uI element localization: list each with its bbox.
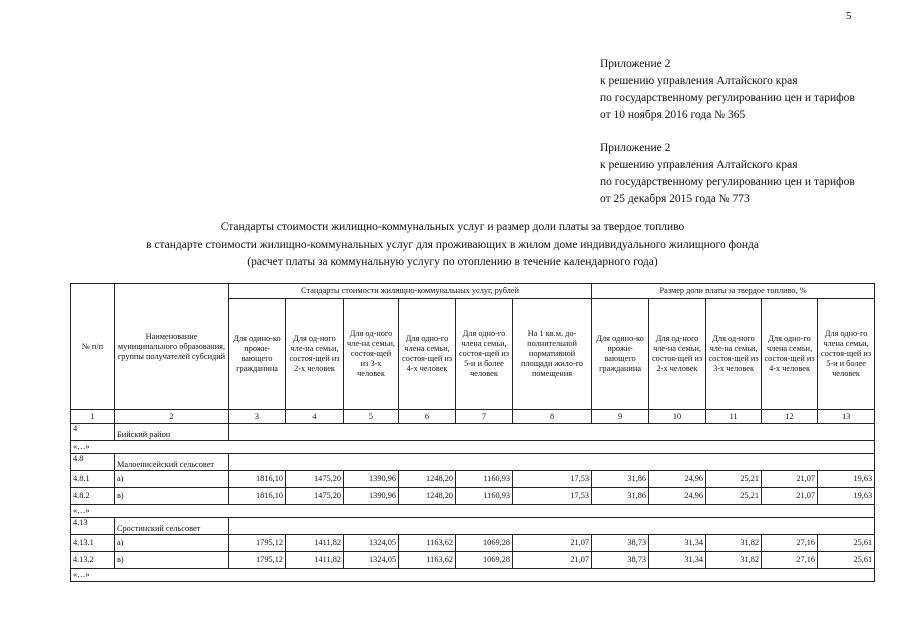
- cell-value: 38,73: [592, 552, 649, 569]
- column-number: 6: [399, 410, 456, 424]
- appendix-line: по государственному регулированию цен и тарифов: [600, 176, 855, 188]
- header-number: № п/п: [71, 284, 115, 410]
- row-label: в): [115, 488, 229, 505]
- region-row: [71, 424, 875, 441]
- row-number: 4.8: [71, 454, 115, 471]
- appendix-previous: [600, 140, 855, 208]
- row-number: 4.13.2: [71, 552, 115, 569]
- header-group-standards: Стандарты стоимости жилищно-коммунальных услуг, рублей: [229, 284, 592, 299]
- ellipsis: «…»: [71, 441, 875, 454]
- column-number: 4: [286, 410, 344, 424]
- ellipsis-row: [71, 505, 875, 518]
- appendix-line: к решению управления Алтайского края: [600, 159, 798, 171]
- cell-value: 31,34: [649, 552, 706, 569]
- cell-value: 19,63: [818, 488, 875, 505]
- page-number: 5: [846, 10, 852, 22]
- cell-value: 1390,96: [344, 471, 399, 488]
- column-header: Для одно-го члена семьи, состоя-щей из 4-х человек: [399, 299, 456, 410]
- column-number: 10: [649, 410, 706, 424]
- column-header: Для одно-го члена семьи, состоя-щей из 5-и и более человек: [818, 299, 875, 410]
- row-number: 4.8.2: [71, 488, 115, 505]
- row-number: 4.13.1: [71, 535, 115, 552]
- column-header: Для од-ного чле-на семьи, состоя-щей из 2-х человек: [286, 299, 344, 410]
- cell-value: 31,86: [592, 471, 649, 488]
- header-group-share: Размер доли платы за твердое топливо, %: [592, 284, 875, 299]
- column-number: 3: [229, 410, 286, 424]
- cell-value: 21,07: [513, 552, 592, 569]
- column-number: 8: [513, 410, 592, 424]
- column-number: 11: [706, 410, 762, 424]
- column-header: Для одно-го члена семьи, состоя-щей из 5-и и более человек: [456, 299, 513, 410]
- column-number: 7: [456, 410, 513, 424]
- header-municipality: Наименование муниципального образования, группы получателей субсидий: [115, 284, 229, 410]
- column-number: 2: [115, 410, 229, 424]
- appendix-line: Приложение 2: [600, 142, 671, 154]
- column-number: 5: [344, 410, 399, 424]
- cell-value: 27,16: [762, 535, 818, 552]
- cell-value: 25,21: [706, 471, 762, 488]
- cell-value: 1069,28: [456, 552, 513, 569]
- table-row: [71, 552, 875, 569]
- ellipsis-row: [71, 569, 875, 582]
- column-header: Для одно-го члена семьи, состоя-щей из 4-х человек: [762, 299, 818, 410]
- settlement-name: Малоенисейский сельсовет: [115, 454, 229, 471]
- cell-value: 38,73: [592, 535, 649, 552]
- cell-value: 1069,28: [456, 535, 513, 552]
- cell-value: 1160,93: [456, 488, 513, 505]
- cell-value: 1795,12: [229, 552, 286, 569]
- column-header: На 1 кв.м. до-полнительной нормативной площади жило-го помещения: [513, 299, 592, 410]
- cell-value: 1390,96: [344, 488, 399, 505]
- appendix-line: от 10 ноября 2016 года № 365: [600, 109, 746, 121]
- column-number: 1: [71, 410, 115, 424]
- cell-value: 25,61: [818, 535, 875, 552]
- cell-value: 1475,20: [286, 471, 344, 488]
- title-line: Стандарты стоимости жилищно-коммунальных услуг и размер доли платы за твердое топливо: [220, 221, 685, 233]
- column-header: Для од-ного чле-на семьи, состоя-щей из 3-х человек: [706, 299, 762, 410]
- cell-value: 1248,20: [399, 471, 456, 488]
- column-header: Для одино-ко прожи-вающего гражданина: [229, 299, 286, 410]
- cell-value: 27,16: [762, 552, 818, 569]
- cell-value: 1816,10: [229, 471, 286, 488]
- ellipsis-row: [71, 441, 875, 454]
- cell-value: 17,53: [513, 488, 592, 505]
- column-number: 13: [818, 410, 875, 424]
- appendix-line: по государственному регулированию цен и тарифов: [600, 92, 855, 104]
- settlement-name: Сростинский сельсовет: [115, 518, 229, 535]
- cell-value: 1475,20: [286, 488, 344, 505]
- row-label: а): [115, 535, 229, 552]
- region-name: Бийский район: [115, 424, 229, 441]
- cell-value: 1816,10: [229, 488, 286, 505]
- table-row: [71, 471, 875, 488]
- settlement-row: [71, 518, 875, 535]
- column-header: Для од-ного чле-на семьи, состоя-щей из 2-х человек: [649, 299, 706, 410]
- row-number: 4.8.1: [71, 471, 115, 488]
- appendix-line: от 25 декабря 2015 года № 773: [600, 193, 750, 205]
- column-header: Для од-ного чле-на семьи, состоя-щей из 3-х человек: [344, 299, 399, 410]
- table-row: [71, 535, 875, 552]
- appendix-current: [600, 56, 855, 124]
- cell-value: 21,07: [513, 535, 592, 552]
- document-title: [0, 219, 905, 272]
- cell-value: 31,82: [706, 552, 762, 569]
- column-header: Для одино-ко прожи-вающего гражданина: [592, 299, 649, 410]
- cell-value: 21,07: [762, 488, 818, 505]
- row-number: 4: [71, 424, 115, 441]
- ellipsis: «…»: [71, 569, 875, 582]
- cell-value: 21,07: [762, 471, 818, 488]
- column-number-row: [71, 410, 875, 424]
- cell-value: 24,96: [649, 488, 706, 505]
- row-label: в): [115, 552, 229, 569]
- cell-value: 1160,93: [456, 471, 513, 488]
- cell-value: 31,34: [649, 535, 706, 552]
- appendix-line: Приложение 2: [600, 58, 671, 70]
- cell-value: 17,53: [513, 471, 592, 488]
- column-number: 9: [592, 410, 649, 424]
- settlement-row: [71, 454, 875, 471]
- cell-value: 25,21: [706, 488, 762, 505]
- row-number: 4.13: [71, 518, 115, 535]
- cell-value: 1324,05: [344, 552, 399, 569]
- cell-value: 1163,62: [399, 535, 456, 552]
- cell-value: 25,61: [818, 552, 875, 569]
- title-line: (расчет платы за коммунальную услугу по отоплению в течение календарного года): [247, 256, 658, 268]
- column-number: 12: [762, 410, 818, 424]
- cell-value: 19,63: [818, 471, 875, 488]
- title-line: в стандарте стоимости жилищно-коммунальных услуг для проживающих в жилом доме индивидуального жилищного фонда: [146, 238, 759, 251]
- cell-value: 31,86: [592, 488, 649, 505]
- row-label: а): [115, 471, 229, 488]
- ellipsis: «…»: [71, 505, 875, 518]
- appendix-line: к решению управления Алтайского края: [600, 75, 798, 87]
- tariff-table: [70, 283, 875, 582]
- cell-value: 24,96: [649, 471, 706, 488]
- cell-value: 1163,62: [399, 552, 456, 569]
- cell-value: 1248,20: [399, 488, 456, 505]
- cell-value: 1795,12: [229, 535, 286, 552]
- cell-value: 1324,05: [344, 535, 399, 552]
- cell-value: 31,82: [706, 535, 762, 552]
- table-row: [71, 488, 875, 505]
- cell-value: 1411,82: [286, 552, 344, 569]
- cell-value: 1411,82: [286, 535, 344, 552]
